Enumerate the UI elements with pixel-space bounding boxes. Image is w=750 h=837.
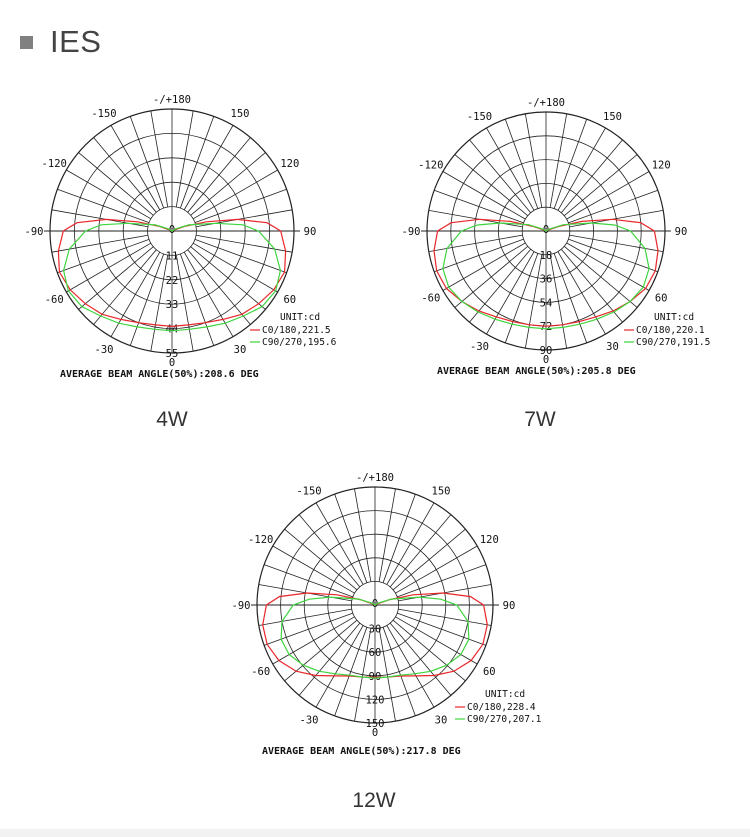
grid-spoke [52, 210, 148, 227]
angle-label-m90: -90 [401, 226, 421, 238]
caption-7w: 7W [524, 408, 556, 431]
angle-label-m150: -150 [466, 110, 493, 123]
angle-label-120: 120 [280, 158, 300, 170]
grid-spoke [355, 489, 371, 582]
radial-tick-label: 44 [165, 323, 179, 336]
grid-spoke [57, 239, 149, 272]
legend-entry: C0/180,220.1 [636, 325, 705, 336]
polar-chart-12w [232, 472, 542, 757]
grid-spoke [505, 119, 538, 208]
angle-label-m30: -30 [299, 714, 319, 727]
beam-angle-footer: AVERAGE BEAM ANGLE(50%):205.8 DEG [437, 366, 636, 377]
grid-spoke [335, 494, 367, 583]
grid-spoke [397, 613, 486, 645]
radial-tick-label: 0 [371, 598, 379, 610]
grid-spoke [505, 253, 538, 342]
grid-spoke [259, 609, 352, 625]
radial-tick-label: 90 [368, 670, 382, 683]
angle-label-m60: -60 [421, 292, 441, 305]
legend-entry: C90/270,191.5 [636, 337, 711, 348]
grid-spoke [264, 565, 353, 597]
radial-tick-label: 36 [539, 273, 553, 286]
angle-label-30: 30 [434, 714, 448, 727]
grid-spoke [130, 254, 163, 346]
grid-spoke [195, 239, 287, 272]
grid-spoke [57, 189, 149, 222]
angle-label-90: 90 [303, 226, 317, 238]
grid-spoke [397, 565, 486, 597]
beam-angle-footer: AVERAGE BEAM ANGLE(50%):208.6 DEG [60, 369, 259, 380]
radial-tick-label: 22 [165, 274, 179, 287]
angle-label-m120: -120 [41, 158, 67, 170]
caption-12w: 12W [352, 789, 396, 812]
grid-spoke [398, 609, 491, 625]
angle-label-180: -/+180 [153, 94, 191, 106]
angle-label-m60: -60 [251, 666, 271, 678]
grid-spoke [434, 190, 523, 223]
grid-spoke [52, 235, 148, 252]
radial-tick-label: 11 [165, 250, 179, 263]
legend-entry: C90/270,195.6 [262, 337, 337, 348]
radial-tick-label: 54 [539, 297, 553, 310]
legend-entry: C90/270,207.1 [467, 714, 542, 725]
angle-label-30: 30 [233, 343, 247, 356]
angle-label-m120: -120 [248, 534, 274, 546]
polar-chart-4w [25, 94, 337, 380]
grid-spoke [525, 114, 542, 208]
bottom-strip [0, 829, 750, 837]
grid-spoke [264, 613, 353, 645]
grid-spoke [568, 190, 657, 223]
grid-spoke [429, 210, 523, 227]
angle-label-150: 150 [603, 110, 622, 123]
angle-label-90: 90 [674, 226, 688, 238]
radial-tick-label: 72 [539, 321, 553, 334]
grid-spoke [379, 628, 395, 721]
angle-label-120: 120 [479, 534, 499, 546]
grid-spoke [383, 627, 415, 716]
radial-tick-label: 90 [539, 345, 553, 357]
unit-label: UNIT:cd [485, 689, 526, 700]
radial-tick-label: 33 [165, 299, 179, 312]
radial-tick-label: 30 [368, 623, 382, 636]
angle-label-m120: -120 [418, 159, 444, 172]
angle-label-m60: -60 [44, 294, 64, 306]
grid-spoke [383, 494, 415, 583]
grid-spoke [335, 627, 367, 716]
radial-bottom-label: 0 [168, 357, 176, 369]
angle-label-150: 150 [431, 485, 451, 498]
angle-label-180: -/+180 [527, 97, 565, 109]
radial-bottom-label: 0 [542, 354, 550, 366]
grid-spoke [176, 255, 193, 351]
grid-spoke [196, 235, 292, 252]
radial-tick-label: 0 [168, 224, 176, 236]
polar-chart-7w [402, 97, 711, 377]
caption-4w: 4W [156, 408, 188, 431]
angle-label-m90: -90 [24, 226, 44, 238]
grid-spoke [429, 235, 523, 252]
grid-spoke [195, 189, 287, 222]
grid-spoke [196, 210, 292, 227]
radial-tick-label: 60 [368, 647, 382, 660]
grid-spoke [569, 210, 663, 227]
radial-bottom-label: 0 [371, 727, 379, 739]
angle-label-150: 150 [230, 108, 250, 121]
angle-label-m150: -150 [296, 485, 322, 498]
radial-tick-label: 18 [539, 249, 553, 262]
beam-angle-footer: AVERAGE BEAM ANGLE(50%):217.8 DEG [262, 746, 461, 757]
legend-entry: C0/180,221.5 [262, 325, 331, 336]
page-title: IES [50, 24, 102, 59]
grid-spoke [569, 235, 663, 252]
grid-spoke [554, 253, 587, 342]
radial-tick-label: 150 [365, 718, 385, 730]
angle-label-m30: -30 [470, 341, 489, 354]
angle-label-120: 120 [651, 159, 671, 172]
grid-spoke [379, 489, 395, 582]
grid-spoke [180, 116, 213, 208]
legend-entry: C0/180,228.4 [467, 702, 536, 713]
grid-spoke [550, 254, 567, 348]
angle-label-180: -/+180 [356, 472, 394, 484]
angle-label-60: 60 [283, 294, 297, 306]
grid-spoke [151, 111, 168, 207]
angle-label-60: 60 [482, 666, 496, 678]
grid-spoke [434, 239, 523, 272]
grid-spoke [550, 114, 567, 208]
grid-spoke [176, 111, 193, 207]
angle-label-30: 30 [606, 341, 619, 354]
unit-label: UNIT:cd [280, 312, 321, 323]
angle-label-60: 60 [654, 292, 668, 305]
radial-tick-label: 120 [365, 694, 385, 707]
grid-spoke [180, 254, 213, 346]
radial-tick-label: 0 [542, 224, 550, 236]
grid-spoke [130, 116, 163, 208]
unit-label: UNIT:cd [654, 312, 695, 323]
angle-label-m30: -30 [94, 343, 114, 356]
radial-tick-label: 55 [165, 348, 179, 360]
angle-label-m90: -90 [231, 600, 251, 612]
angle-label-m150: -150 [91, 108, 117, 121]
angle-label-90: 90 [502, 600, 516, 612]
grid-spoke [568, 239, 657, 272]
grid-spoke [554, 119, 587, 208]
